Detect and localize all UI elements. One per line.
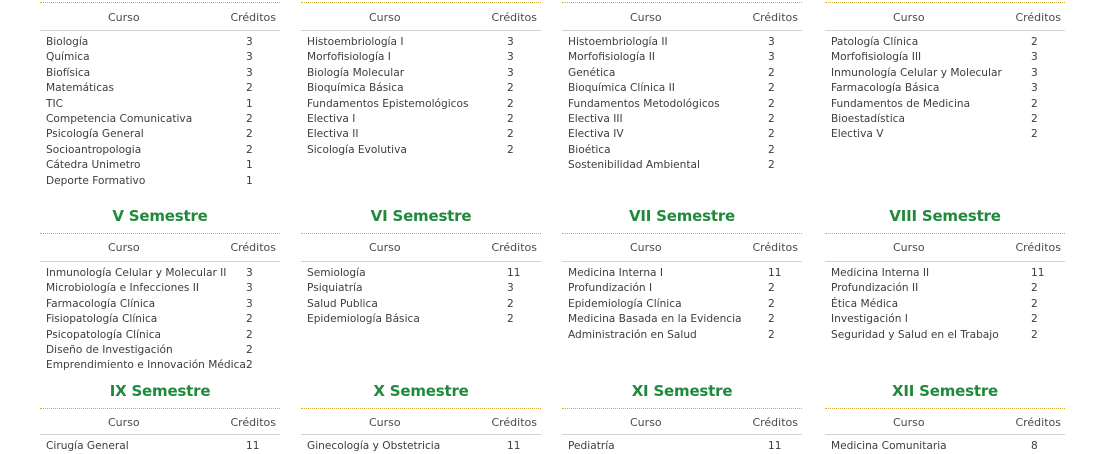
semester-title: XII Semestre — [892, 382, 998, 400]
course-row — [568, 127, 802, 142]
course-credits: 3 — [1031, 66, 1038, 79]
course-row — [46, 158, 280, 173]
course-name: Medicina Comunitaria — [831, 440, 947, 452]
header-curso: Curso — [630, 11, 662, 24]
course-row — [307, 143, 541, 158]
course-name: Fundamentos Epistemológicos — [307, 97, 469, 110]
header-separator — [40, 30, 280, 31]
semester-title: V Semestre — [112, 207, 208, 225]
header-curso: Curso — [369, 416, 401, 429]
course-list — [46, 266, 280, 374]
semester-title: VII Semestre — [628, 207, 736, 225]
course-name: Medicina Interna II — [831, 267, 930, 279]
course-name: Electiva II — [307, 128, 359, 141]
course-name: Seguridad y Salud en el Trabajo — [831, 328, 999, 341]
course-row — [831, 66, 1065, 81]
course-row — [568, 281, 802, 296]
column-header — [40, 416, 280, 430]
course-name: Bioestadística — [831, 112, 905, 125]
course-name: Morfofisiología II — [568, 51, 656, 64]
course-row — [307, 112, 541, 127]
course-row — [46, 127, 280, 142]
course-credits: 1 — [246, 97, 253, 110]
course-name: Profundización II — [831, 282, 919, 295]
course-row — [831, 127, 1065, 142]
course-credits: 2 — [507, 297, 514, 310]
course-row — [831, 281, 1065, 296]
column-header — [825, 241, 1065, 255]
course-name: Fisiopatología Clínica — [46, 313, 158, 326]
course-row — [46, 358, 280, 373]
course-credits: 2 — [768, 128, 775, 141]
course-name: Salud Publica — [307, 297, 378, 310]
dotted-divider — [825, 233, 1065, 234]
course-list — [46, 35, 280, 189]
course-name: Patología Clínica — [831, 36, 919, 48]
course-row — [568, 66, 802, 81]
course-name: Biología Molecular — [307, 66, 405, 79]
course-name: Fundamentos Metodológicos — [568, 97, 720, 110]
dotted-divider — [825, 408, 1065, 409]
course-row — [46, 112, 280, 127]
course-name: Biofísica — [46, 66, 91, 79]
course-row — [46, 66, 280, 81]
header-curso: Curso — [108, 11, 140, 24]
course-name: Microbiología e Infecciones II — [46, 282, 200, 295]
course-list — [46, 439, 280, 454]
course-row — [568, 312, 802, 327]
course-credits: 3 — [246, 36, 253, 48]
column-header — [825, 416, 1065, 430]
course-name: Inmunología Celular y Molecular II — [46, 267, 227, 279]
course-row — [568, 328, 802, 343]
course-row — [307, 66, 541, 81]
course-credits: 2 — [768, 313, 775, 326]
course-name: Medicina Basada en la Evidencia — [568, 313, 742, 326]
course-credits: 3 — [1031, 82, 1038, 95]
course-row — [307, 439, 541, 454]
course-row — [46, 343, 280, 358]
course-credits: 11 — [507, 267, 521, 279]
course-name: Sostenibilidad Ambiental — [568, 159, 700, 172]
course-credits: 2 — [507, 313, 514, 326]
header-curso: Curso — [369, 241, 401, 254]
column-header — [562, 241, 802, 255]
course-credits: 11 — [246, 440, 260, 452]
course-list — [568, 266, 802, 343]
course-credits: 3 — [246, 267, 253, 279]
course-name: Cátedra Unimetro — [46, 159, 141, 172]
course-credits: 3 — [768, 36, 775, 48]
column-header — [562, 416, 802, 430]
header-creditos: Créditos — [1015, 11, 1061, 24]
course-credits: 2 — [1031, 97, 1038, 110]
course-name: Psicología General — [46, 128, 144, 141]
course-credits: 2 — [768, 112, 775, 125]
course-name: Morfofisiología III — [831, 51, 922, 64]
course-row — [568, 297, 802, 312]
dotted-divider — [40, 408, 280, 409]
column-header — [301, 416, 541, 430]
course-row — [831, 312, 1065, 327]
course-credits: 2 — [1031, 313, 1038, 326]
course-name: Epidemiología Clínica — [568, 297, 682, 310]
course-list — [831, 35, 1065, 143]
course-credits: 3 — [246, 282, 253, 295]
dotted-divider — [562, 2, 802, 3]
dotted-divider — [301, 2, 541, 3]
header-separator — [825, 261, 1065, 262]
course-name: Biología — [46, 36, 89, 48]
course-credits: 2 — [768, 66, 775, 79]
course-name: Emprendimiento e Innovación Médica — [46, 359, 246, 372]
course-name: Farmacología Básica — [831, 82, 940, 95]
course-row — [831, 97, 1065, 112]
course-name: Electiva IV — [568, 128, 624, 141]
course-credits: 2 — [507, 143, 514, 156]
header-curso: Curso — [630, 416, 662, 429]
course-row — [307, 297, 541, 312]
course-row — [831, 266, 1065, 281]
course-credits: 3 — [507, 282, 514, 295]
course-row — [307, 312, 541, 327]
header-creditos: Créditos — [752, 11, 798, 24]
course-credits: 3 — [246, 297, 253, 310]
dotted-divider — [40, 233, 280, 234]
header-curso: Curso — [893, 11, 925, 24]
course-name: Electiva V — [831, 128, 884, 141]
course-credits: 3 — [768, 51, 775, 64]
course-row — [307, 35, 541, 50]
course-name: Matemáticas — [46, 82, 115, 95]
column-header — [40, 241, 280, 255]
header-separator — [40, 434, 280, 435]
course-name: Morfofisiología I — [307, 51, 391, 64]
column-header — [40, 11, 280, 25]
course-credits: 2 — [507, 112, 514, 125]
course-credits: 11 — [1031, 267, 1045, 279]
header-creditos: Créditos — [230, 416, 276, 429]
course-name: TIC — [46, 97, 63, 110]
course-row — [307, 50, 541, 65]
course-name: Semiología — [307, 267, 366, 279]
course-name: Electiva III — [568, 112, 623, 125]
course-name: Medicina Interna I — [568, 267, 664, 279]
course-credits: 2 — [1031, 297, 1038, 310]
course-name: Pediatría — [568, 440, 615, 452]
course-row — [46, 35, 280, 50]
course-name: Sicología Evolutiva — [307, 143, 407, 156]
course-credits: 2 — [246, 343, 253, 356]
column-header — [825, 11, 1065, 25]
course-name: Química — [46, 51, 90, 64]
course-row — [568, 81, 802, 96]
course-row — [831, 112, 1065, 127]
column-header — [301, 241, 541, 255]
course-credits: 2 — [1031, 128, 1038, 141]
course-credits: 2 — [768, 97, 775, 110]
course-row — [46, 97, 280, 112]
course-credits: 1 — [246, 159, 253, 172]
course-row — [568, 143, 802, 158]
course-name: Ginecología y Obstetricia — [307, 440, 441, 452]
course-credits: 3 — [1031, 51, 1038, 64]
course-name: Diseño de Investigación — [46, 343, 173, 356]
course-row — [307, 266, 541, 281]
semester-title: VIII Semestre — [889, 207, 1001, 225]
course-name: Bioquímica Clínica II — [568, 82, 675, 95]
course-name: Cirugía General — [46, 440, 129, 452]
course-credits: 2 — [246, 82, 253, 95]
course-name: Profundización I — [568, 282, 653, 295]
course-name: Psiquiatría — [307, 282, 363, 295]
course-credits: 2 — [768, 143, 775, 156]
course-row — [831, 50, 1065, 65]
course-row — [831, 297, 1065, 312]
header-creditos: Créditos — [230, 11, 276, 24]
course-credits: 2 — [1031, 36, 1038, 48]
course-credits: 3 — [507, 36, 514, 48]
course-row — [46, 50, 280, 65]
course-credits: 2 — [507, 128, 514, 141]
header-creditos: Créditos — [752, 416, 798, 429]
course-row — [568, 97, 802, 112]
course-name: Administración en Salud — [568, 328, 697, 341]
header-separator — [825, 434, 1065, 435]
course-row — [46, 143, 280, 158]
column-header — [562, 11, 802, 25]
header-curso: Curso — [893, 241, 925, 254]
course-list — [831, 266, 1065, 343]
course-name: Investigación I — [831, 313, 908, 326]
course-row — [307, 97, 541, 112]
course-list — [568, 35, 802, 174]
course-credits: 2 — [246, 328, 253, 341]
dotted-divider — [40, 2, 280, 3]
course-credits: 2 — [768, 328, 775, 341]
dotted-divider — [301, 233, 541, 234]
course-name: Fundamentos de Medicina — [831, 97, 971, 110]
semester-title: X Semestre — [373, 382, 469, 400]
course-row — [46, 281, 280, 296]
course-credits: 2 — [768, 159, 775, 172]
course-credits: 2 — [246, 128, 253, 141]
header-curso: Curso — [893, 416, 925, 429]
course-name: Inmunología Celular y Molecular — [831, 66, 1002, 79]
dotted-divider — [562, 408, 802, 409]
course-name: Competencia Comunicativa — [46, 112, 193, 125]
dotted-divider — [562, 233, 802, 234]
course-row — [46, 328, 280, 343]
course-row — [568, 112, 802, 127]
course-credits: 2 — [1031, 282, 1038, 295]
course-credits: 1 — [246, 174, 253, 187]
header-separator — [562, 30, 802, 31]
header-creditos: Créditos — [1015, 416, 1061, 429]
course-name: Histoembriología II — [568, 36, 668, 48]
course-name: Bioética — [568, 143, 611, 156]
course-credits: 8 — [1031, 440, 1038, 452]
course-credits: 2 — [768, 282, 775, 295]
course-row — [568, 35, 802, 50]
course-credits: 2 — [246, 143, 253, 156]
course-list — [831, 439, 1065, 454]
header-separator — [562, 434, 802, 435]
course-row — [568, 439, 802, 454]
course-row — [831, 328, 1065, 343]
header-curso: Curso — [108, 416, 140, 429]
course-row — [307, 127, 541, 142]
course-row — [46, 266, 280, 281]
course-row — [46, 439, 280, 454]
semester-title: IX Semestre — [109, 382, 211, 400]
header-separator — [301, 261, 541, 262]
course-name: Ética Médica — [831, 297, 899, 310]
course-credits: 2 — [246, 359, 253, 372]
header-creditos: Créditos — [491, 416, 537, 429]
course-row — [831, 439, 1065, 454]
course-name: Genética — [568, 66, 616, 79]
header-separator — [301, 30, 541, 31]
course-credits: 2 — [507, 82, 514, 95]
course-credits: 11 — [507, 440, 521, 452]
course-credits: 3 — [246, 66, 253, 79]
header-creditos: Créditos — [752, 241, 798, 254]
course-credits: 3 — [246, 51, 253, 64]
course-row — [46, 312, 280, 327]
course-name: Bioquímica Básica — [307, 82, 404, 95]
course-name: Socioantropologia — [46, 143, 142, 156]
header-curso: Curso — [630, 241, 662, 254]
course-credits: 11 — [768, 440, 782, 452]
course-list — [307, 35, 541, 158]
semester-title: XI Semestre — [631, 382, 733, 400]
course-credits: 3 — [507, 51, 514, 64]
course-row — [46, 174, 280, 189]
course-credits: 3 — [507, 66, 514, 79]
dotted-divider — [825, 2, 1065, 3]
header-separator — [301, 434, 541, 435]
course-credits: 2 — [1031, 112, 1038, 125]
course-row — [307, 81, 541, 96]
course-row — [46, 81, 280, 96]
semester-title: VI Semestre — [370, 207, 472, 225]
course-row — [307, 281, 541, 296]
course-name: Farmacología Clínica — [46, 297, 156, 310]
header-separator — [562, 261, 802, 262]
course-list — [307, 266, 541, 328]
course-name: Electiva I — [307, 112, 356, 125]
course-credits: 2 — [768, 297, 775, 310]
course-row — [46, 297, 280, 312]
course-name: Epidemiología Básica — [307, 313, 420, 326]
course-credits: 2 — [246, 112, 253, 125]
course-name: Psicopatología Clínica — [46, 328, 162, 341]
course-row — [568, 266, 802, 281]
course-row — [568, 158, 802, 173]
header-curso: Curso — [108, 241, 140, 254]
course-list — [568, 439, 802, 454]
course-credits: 2 — [246, 313, 253, 326]
course-row — [831, 35, 1065, 50]
header-separator — [825, 30, 1065, 31]
header-creditos: Créditos — [230, 241, 276, 254]
dotted-divider — [301, 408, 541, 409]
course-row — [831, 81, 1065, 96]
course-row — [568, 50, 802, 65]
course-credits: 11 — [768, 267, 782, 279]
course-name: Histoembriología I — [307, 36, 404, 48]
header-separator — [40, 261, 280, 262]
header-curso: Curso — [369, 11, 401, 24]
header-creditos: Créditos — [491, 241, 537, 254]
course-credits: 2 — [768, 82, 775, 95]
header-creditos: Créditos — [1015, 241, 1061, 254]
course-name: Deporte Formativo — [46, 174, 146, 187]
header-creditos: Créditos — [491, 11, 537, 24]
course-credits: 2 — [507, 97, 514, 110]
course-credits: 2 — [1031, 328, 1038, 341]
column-header — [301, 11, 541, 25]
course-list — [307, 439, 541, 454]
